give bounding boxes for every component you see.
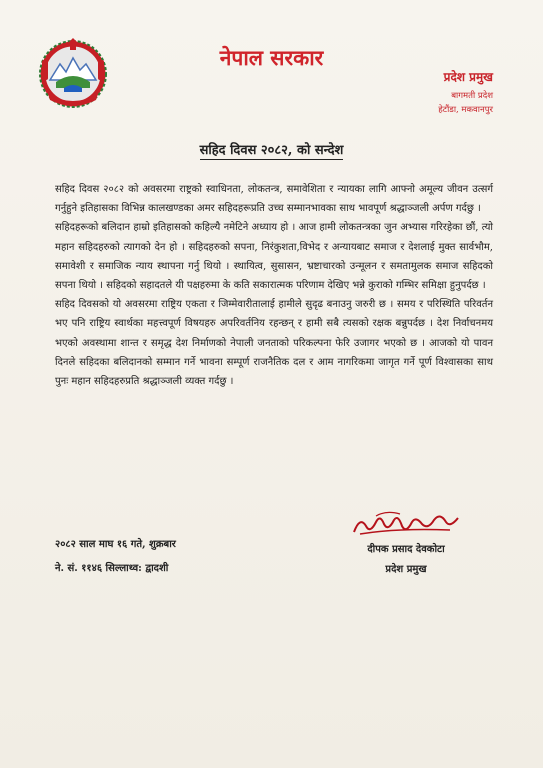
message-title-text: सहिद दिवस २०८२, को सन्देश <box>199 143 344 158</box>
office-title: प्रदेश प्रमुख <box>443 70 493 84</box>
date-line: २०८२ साल माघ १६ गते, शुक्रबार <box>55 539 176 550</box>
signature-block <box>336 508 476 575</box>
message-body <box>55 180 493 391</box>
nepal-sambat-date: ने. सं. ११४६ सिल्लाथ्व: द्वादशी <box>55 563 169 574</box>
office-block <box>438 68 493 115</box>
paragraph: सहिदहरूको बलिदान हाम्रो इतिहासको कहिल्यै नमेटिने अध्याय हो । आज हामी लोकतन्त्रका जुन अभ्यास गरिरहेका छौं, त्यो महान सहिदहरुको त्यागको देन हो । सहिदहरुको सपना, निरंकुशता,विभेद र अन्यायबाट समाज र देशलाई मुक्त सार्वभौम, समावेशी र समाजिक न्याय स्थापना गर्नु थियो । स्थायित्व, सुसासन, भ्रष्टाचारको उन्मूलन र समतामुलक समाज सहिदको सपना थियो । सहिदको सहादतले यी पक्षहरुमा के कति सकारात्मक परिणाम देखिए भन्ने कुराको गम्भिर समिक्षा हुनुपर्दछ । <box>55 222 493 292</box>
office-address: हेटौंडा, मकवानपुर <box>438 105 493 115</box>
government-title: नेपाल सरकार <box>219 45 324 70</box>
signer-name: दीपक प्रसाद देवकोटा <box>367 544 445 555</box>
paragraph: सहिद दिवसको यो अवसरमा राष्ट्रिय एकता र जिम्मेवारीतालाई हामीले सुदृढ बनाउनु जरुरी छ । समय र परिस्थिति परिवर्तन भए पनि राष्ट्रिय स्वार्थका महत्त्वपूर्ण विषयहरु अपरिवर्तनिय रहन्छन् र हामी सबै त्यसको रक्षक बन्नुपर्दछ । देश निर्वाचनमय भएको अवस्थामा शान्त र समृद्ध देश निर्माणको नेपाली जनताको परिकल्पना फेरि उजागर भएको छ । आजको यो पावन दिनले सहिदका बलिदानको सम्मान गर्ने भावना सम्पूर्ण राजनैतिक दल र आम नागरिकमा जागृत गर्ने पूर्ण विश्वासका साथ पुनः महान सहिदहरुप्रति श्रद्धाञ्जली व्यक्त गर्दछु । <box>55 299 493 388</box>
office-province: बागमती प्रदेश <box>451 91 493 101</box>
message-title <box>0 140 543 158</box>
date-block <box>55 533 176 581</box>
signer-post: प्रदेश प्रमुख <box>385 564 427 575</box>
paragraph: सहिद दिवस २०८२ को अवसरमा राष्ट्रको स्वाधिनता, लोकतन्त्र, समावेशिता र न्यायका लागि आफ्नो अमूल्य जीवन उत्सर्ग गर्नुहुने इतिहासका विभिन्न कालखण्डका अमर सहिदहरूप्रति उच्च सम्मानभावका साथ भावपूर्ण श्रद्धाञ्जली अर्पण गर्दछु । <box>55 184 493 215</box>
signature-icon <box>346 508 466 540</box>
